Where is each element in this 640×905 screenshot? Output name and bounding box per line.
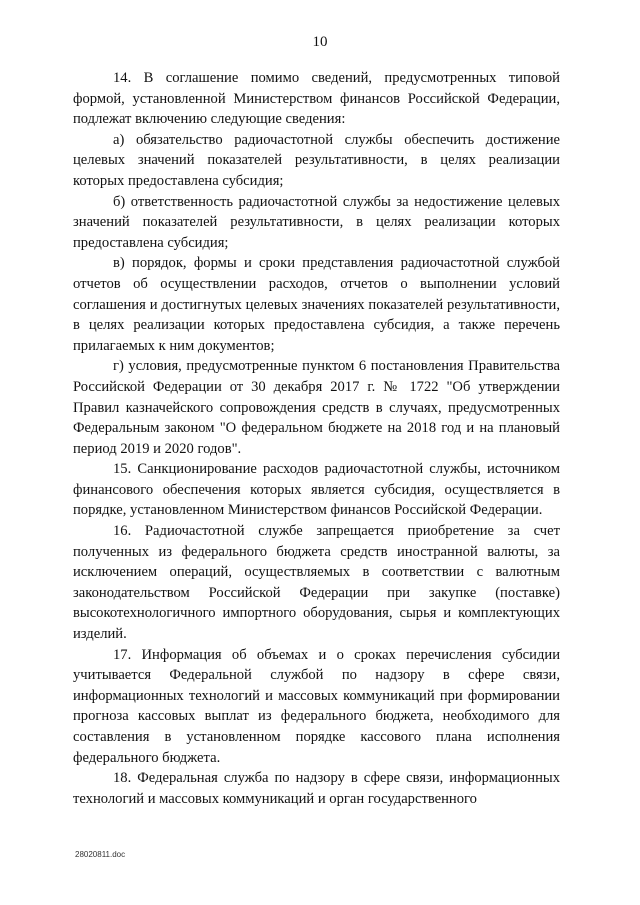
paragraph-14: 14. В соглашение помимо сведений, предусмотренных типовой формой, установленной Министерством финансов Российской Федерации, подлежат включению следующие сведения: bbox=[73, 70, 560, 128]
paragraph-14-g: г) условия, предусмотренные пунктом 6 постановления Правительства Российской Федерации от 30 декабря 2017 г. № 1722 "Об утверждении Правил казначейского сопровождения средств в случаях, предусмотренных Федеральным законом "О федеральном бюджете на 2018 год и на плановый период 2019 и 2020 годов". bbox=[73, 358, 560, 457]
paragraph-14-b: б) ответственность радиочастотной службы за недостижение целевых значений показателей результативности, в целях реализации которых предоставлена субсидия; bbox=[73, 193, 560, 251]
document-body bbox=[73, 68, 560, 809]
paragraph-17: 17. Информация об объемах и о сроках перечисления субсидии учитывается Федеральной службой по надзору в сфере связи, информационных технологий и массовых коммуникаций при формировании прогноза кассовых выплат из федерального бюджета, необходимого для составления в установленном порядке кассового плана исполнения федерального бюджета. bbox=[73, 646, 560, 766]
paragraph-15: 15. Санкционирование расходов радиочастотной службы, источником финансового обеспечения которых является субсидия, осуществляется в порядке, установленном Министерством финансов Российской Федерации. bbox=[73, 461, 560, 519]
file-name-footer: 28020811.doc bbox=[75, 850, 126, 859]
page-number: 10 bbox=[312, 34, 328, 50]
paragraph-14-v: в) порядок, формы и сроки представления радиочастотной службой отчетов об осуществлении расходов, отчетов о выполнении условий соглашения и достигнутых целевых значениях показателей результативности, в целях реализации которых предоставлена субсидия, а также перечень прилагаемых к ним документов; bbox=[73, 255, 560, 354]
paragraph-16: 16. Радиочастотной службе запрещается приобретение за счет полученных из федерального бюджета средств иностранной валюты, за исключением операций, осуществляемых в соответствии с валютным законодательством Российской Федерации при закупке (поставке) высокотехнологичного импортного оборудования, сырья и комплектующих изделий. bbox=[73, 523, 560, 643]
paragraph-14-a: а) обязательство радиочастотной службы обеспечить достижение целевых значений показателей результативности, в целях реализации которых предоставлена субсидия; bbox=[73, 131, 560, 189]
paragraph-18: 18. Федеральная служба по надзору в сфере связи, информационных технологий и массовых коммуникаций и орган государственного bbox=[73, 770, 560, 807]
